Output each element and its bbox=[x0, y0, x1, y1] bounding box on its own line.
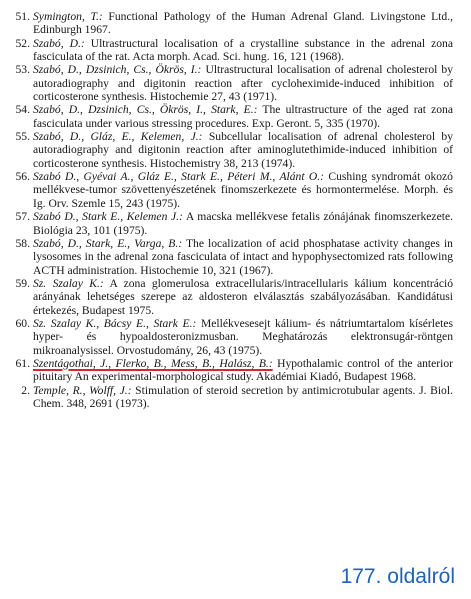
reference-text: Ultrastructural localisation of a crystalline substance in the adrenal zona fasciculata of the rat. Acta morph. Acad. Sci. hung. 16, 121 (1968). bbox=[33, 36, 453, 64]
reference-number: 61. bbox=[15, 356, 30, 370]
reference-number: 57. bbox=[15, 210, 30, 224]
reference-number: 55. bbox=[15, 130, 30, 144]
reference-authors: Szabó, D., Gláz, E., Kelemen, J.: bbox=[33, 130, 203, 144]
reference-item bbox=[0, 10, 471, 37]
reference-authors: Szabó D., Gyévai A., Gláz E., Stark E., Péteri M., Alánt O.: bbox=[33, 170, 325, 184]
reference-item bbox=[0, 317, 471, 357]
reference-body bbox=[33, 277, 453, 317]
reference-number: 58. bbox=[15, 236, 30, 250]
reference-item bbox=[0, 384, 471, 411]
reference-text: Cushing syndromát okozó mellékvese-tumor szövettenyészetének finomszerkezete és hormontermelése. Morph. és Ig. Orv. Szemle 15, 243 (1975). bbox=[33, 170, 453, 210]
reference-number: 60. bbox=[15, 316, 30, 330]
reference-text: The localization of acid phosphatase activity changes in lysosomes in the adrenal zona fasciculata of intact and hypophysectomized rats following ACTH administration. Histochemie 10, 321 (1967). bbox=[33, 236, 453, 277]
reference-item bbox=[0, 103, 471, 130]
reference-number: 59. bbox=[15, 276, 30, 290]
reference-body bbox=[33, 63, 453, 103]
reference-authors: Szabó, D., Dzsinich, Cs., Ökrös, I., Stark, E.: bbox=[33, 103, 258, 117]
reference-item bbox=[0, 210, 471, 237]
reference-body bbox=[33, 103, 453, 130]
reference-body bbox=[33, 357, 453, 384]
reference-number: 56. bbox=[15, 170, 30, 184]
reference-body bbox=[33, 210, 453, 237]
reference-body bbox=[33, 10, 453, 37]
reference-text: A zona glomerulosa extracellularis/intracellularis kálium koncentráció arányának lehetséges szerepe az aldosteron elválasztás szabályozásában. Kandidátusi értekezés, Budapest 1975. bbox=[33, 276, 454, 317]
reference-text: Subcellular localisation of adrenal cholesterol by autoradiography and digitonin reaction after aminoglutethimide-induced inhibition of corticosterone synthesis. Histochemistry 38, 213 (1974). bbox=[33, 130, 453, 170]
reference-authors: Sz. Szalay K.: bbox=[33, 276, 104, 290]
reference-text: Ultrastructural localisation of adrenal cholesterol by autoradiography and digitonin reaction after cycloheximide-induced inhibition of corticosterone synthesis. Histochemie 27, 43 (1971). bbox=[33, 63, 453, 104]
reference-number: 51. bbox=[15, 10, 30, 23]
reference-text: Functional Pathology of the Human Adrenal Gland. Livingstone Ltd., Edinburgh 1967. bbox=[33, 10, 453, 37]
reference-number: 54. bbox=[15, 103, 30, 117]
reference-authors: Symington, T.: bbox=[33, 10, 103, 23]
reference-body bbox=[33, 317, 453, 357]
reference-list bbox=[0, 10, 471, 410]
reference-body bbox=[33, 170, 453, 210]
reference-authors: Szabó, D., Stark, E., Varga, B.: bbox=[33, 236, 183, 250]
reference-number: 52. bbox=[15, 36, 30, 50]
reference-item bbox=[0, 237, 471, 277]
reference-text: Mellékvesesejt kálium- és nátriumtartalom kísérletes hyper- és hypoaldosteronizmusban. Meghatározás elektronsugár-röntgen mikroanalysissel. Orvostudomány, 26, 43 (1975). bbox=[33, 316, 453, 357]
reference-authors: Szabó, D., Dzsinich, Cs., Ökrös, I.: bbox=[33, 63, 202, 77]
reference-item bbox=[0, 357, 471, 384]
reference-body bbox=[33, 384, 453, 411]
reference-text: Stimulation of steroid secretion by antimicrotubular agents. J. Biol. Chem. 348, 2691 (1973). bbox=[33, 383, 453, 410]
reference-authors: Szentágothai, J., Flerko, B., Mess, B., Halász, B.: bbox=[33, 356, 273, 370]
reference-item bbox=[0, 37, 471, 64]
reference-number: 53. bbox=[15, 63, 30, 77]
reference-authors: Szabó D., Stark E., Kelemen J.: bbox=[33, 210, 183, 224]
reference-item bbox=[0, 170, 471, 210]
reference-text: Hypothalamic control of the anterior pituitary An experimental-morphological study. Akadémiai Kiadó, Budapest 1968. bbox=[33, 356, 454, 384]
reference-text: The ultrastructure of the aged rat zona fasciculata under various stressing procedures. Exp. Geront. 5, 335 (1970). bbox=[33, 103, 454, 130]
reference-body bbox=[33, 130, 453, 170]
reference-item bbox=[0, 130, 471, 170]
reference-body bbox=[33, 37, 453, 64]
reference-authors: Szabó, D.: bbox=[33, 36, 85, 50]
reference-text: A macska mellékvese fetalis zónájának finomszerkezete. Biológia 23, 101 (1975). bbox=[33, 210, 453, 237]
reference-authors: Sz. Szalay K., Bácsy E., Stark E.: bbox=[33, 316, 197, 330]
reference-item bbox=[0, 277, 471, 317]
underlined-reference-title bbox=[33, 357, 273, 370]
reference-item bbox=[0, 63, 471, 103]
reference-body bbox=[33, 237, 453, 277]
reference-authors: Temple, R., Wolff, J.: bbox=[33, 383, 132, 397]
reference-number: 2. bbox=[21, 383, 30, 397]
page-annotation: 177. oldalról bbox=[340, 565, 455, 588]
